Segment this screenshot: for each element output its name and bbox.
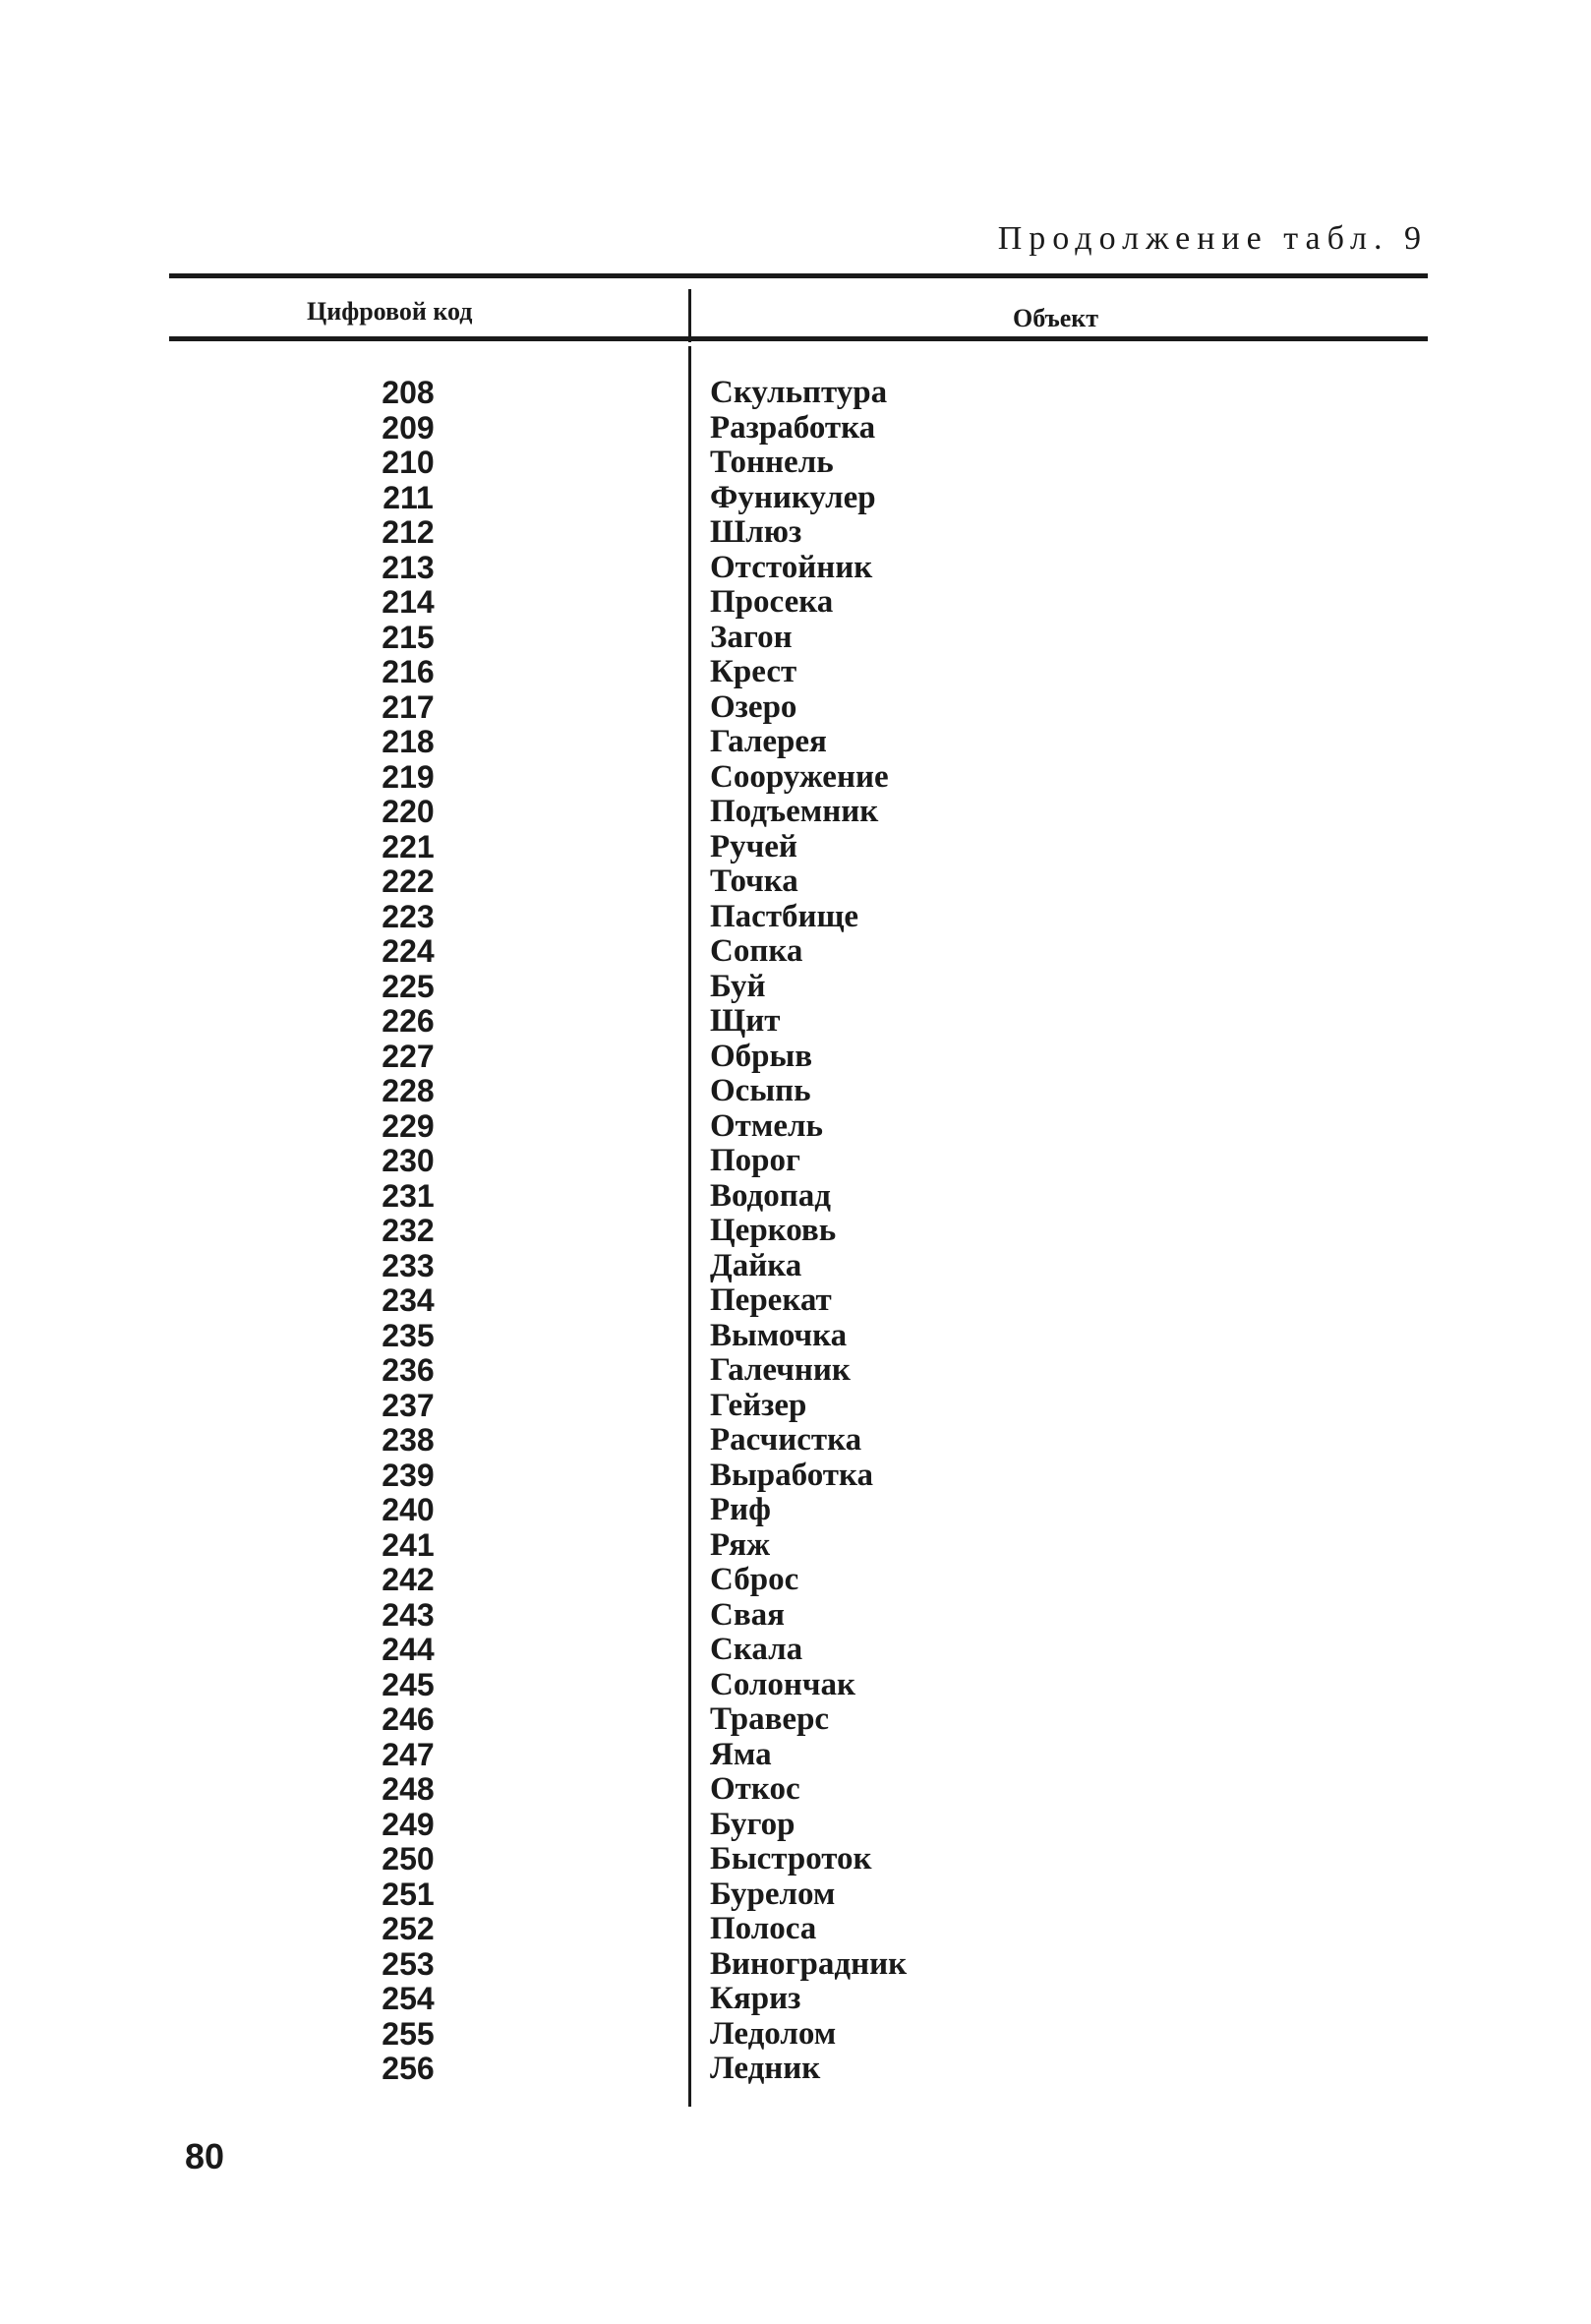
row-code: 217 xyxy=(382,688,435,725)
table-row xyxy=(0,1702,1591,1738)
row-code: 243 xyxy=(382,1596,435,1633)
table-row xyxy=(0,1423,1591,1459)
row-code: 219 xyxy=(382,758,435,795)
row-object: Скала xyxy=(710,1632,803,1667)
row-code: 250 xyxy=(382,1841,435,1877)
table-row xyxy=(0,1144,1591,1179)
row-object: Озеро xyxy=(710,688,797,725)
row-code: 208 xyxy=(382,375,435,410)
column-header-code: Цифровой код xyxy=(307,297,473,326)
row-code: 216 xyxy=(382,654,435,689)
row-object: Ряж xyxy=(710,1526,771,1563)
table-row xyxy=(0,1493,1591,1528)
table-row xyxy=(0,585,1591,621)
row-object: Фуникулер xyxy=(710,479,876,515)
table-row xyxy=(0,900,1591,935)
table-row xyxy=(0,655,1591,690)
row-code: 246 xyxy=(382,1701,435,1737)
table-row xyxy=(0,1563,1591,1598)
row-code: 232 xyxy=(382,1213,435,1248)
row-object: Свая xyxy=(710,1596,786,1633)
row-object: Дайка xyxy=(710,1247,802,1283)
row-object: Буй xyxy=(710,968,766,1004)
row-code: 235 xyxy=(382,1317,435,1353)
row-object: Подъемник xyxy=(710,794,879,829)
row-object: Порог xyxy=(710,1143,801,1178)
table-row xyxy=(0,970,1591,1005)
row-code: 252 xyxy=(382,1911,435,1946)
row-object: Водопад xyxy=(710,1177,831,1214)
row-object: Бурелом xyxy=(710,1876,836,1912)
row-code: 227 xyxy=(382,1038,435,1074)
row-object: Отстойник xyxy=(710,549,873,585)
row-code: 237 xyxy=(382,1387,435,1423)
table-row xyxy=(0,1004,1591,1040)
row-code: 230 xyxy=(382,1143,435,1178)
row-code: 234 xyxy=(382,1282,435,1318)
row-object: Расчистка xyxy=(710,1422,862,1458)
row-code: 221 xyxy=(382,828,435,864)
table-row xyxy=(0,1214,1591,1249)
table-row xyxy=(0,1912,1591,1947)
row-object: Отмель xyxy=(710,1107,823,1144)
table-row xyxy=(0,1283,1591,1319)
row-object: Гейзер xyxy=(710,1387,807,1423)
row-code: 249 xyxy=(382,1806,435,1842)
row-code: 215 xyxy=(382,619,435,655)
table-row xyxy=(0,725,1591,760)
row-object: Сопка xyxy=(710,933,803,969)
table-row xyxy=(0,1459,1591,1494)
row-code: 239 xyxy=(382,1457,435,1493)
table-row xyxy=(0,1982,1591,2017)
row-object: Просека xyxy=(710,584,834,620)
table-caption: Продолжение табл. 9 xyxy=(997,220,1428,257)
table-row xyxy=(0,1074,1591,1109)
row-code: 238 xyxy=(382,1422,435,1458)
row-code: 212 xyxy=(382,514,435,550)
row-object: Кяриз xyxy=(710,1981,801,2016)
table-row xyxy=(0,481,1591,516)
row-code: 248 xyxy=(382,1771,435,1807)
table-row xyxy=(0,446,1591,481)
table-row xyxy=(0,690,1591,726)
table-row xyxy=(0,1040,1591,1075)
row-object: Пастбище xyxy=(710,898,859,934)
row-object: Щит xyxy=(710,1003,781,1039)
table-row xyxy=(0,515,1591,551)
row-object: Сооружение xyxy=(710,758,889,795)
row-code: 209 xyxy=(382,409,435,446)
row-code: 231 xyxy=(382,1177,435,1214)
row-object: Галерея xyxy=(710,724,827,759)
table-row xyxy=(0,1319,1591,1354)
row-code: 247 xyxy=(382,1736,435,1772)
table-row xyxy=(0,1389,1591,1424)
row-code: 211 xyxy=(383,479,434,515)
row-code: 244 xyxy=(382,1632,435,1667)
row-object: Полоса xyxy=(710,1911,817,1946)
table-row xyxy=(0,1633,1591,1668)
row-code: 256 xyxy=(382,2051,435,2086)
table-row xyxy=(0,1179,1591,1215)
row-object: Ледник xyxy=(710,2051,821,2086)
row-object: Ручей xyxy=(710,828,797,864)
row-code: 223 xyxy=(382,898,435,934)
row-code: 242 xyxy=(382,1562,435,1597)
row-object: Крест xyxy=(710,654,797,689)
row-object: Траверс xyxy=(710,1701,830,1737)
table-row xyxy=(0,864,1591,900)
row-code: 226 xyxy=(382,1003,435,1039)
row-object: Сброс xyxy=(710,1562,799,1597)
row-object: Церковь xyxy=(710,1213,837,1248)
row-object: Яма xyxy=(710,1736,772,1772)
row-code: 210 xyxy=(382,445,435,480)
row-code: 236 xyxy=(382,1352,435,1388)
row-object: Риф xyxy=(710,1492,772,1527)
table-row xyxy=(0,551,1591,586)
row-code: 214 xyxy=(382,584,435,620)
row-object: Обрыв xyxy=(710,1038,813,1074)
table-row xyxy=(0,760,1591,796)
row-code: 220 xyxy=(382,794,435,829)
column-header-object: Объект xyxy=(1013,304,1099,332)
row-code: 245 xyxy=(382,1666,435,1702)
row-code: 228 xyxy=(382,1073,435,1108)
row-code: 225 xyxy=(382,968,435,1004)
table-row xyxy=(0,621,1591,656)
row-code: 240 xyxy=(382,1492,435,1527)
table-row xyxy=(0,1772,1591,1808)
page-number: 80 xyxy=(185,2136,225,2176)
table-row xyxy=(0,411,1591,447)
table-row xyxy=(0,1738,1591,1773)
row-object: Шлюз xyxy=(710,514,802,550)
row-object: Тоннель xyxy=(710,445,834,480)
row-object: Галечник xyxy=(710,1352,851,1388)
row-object: Ледолом xyxy=(710,2015,837,2052)
row-code: 218 xyxy=(382,724,435,759)
table-row xyxy=(0,934,1591,970)
row-object: Перекат xyxy=(710,1282,832,1318)
table-top-rule xyxy=(169,273,1428,278)
row-code: 255 xyxy=(382,2015,435,2052)
table-row xyxy=(0,1109,1591,1145)
row-object: Бугор xyxy=(710,1806,796,1842)
row-object: Скульптура xyxy=(710,375,888,410)
row-object: Осыпь xyxy=(710,1073,811,1108)
table-row xyxy=(0,2017,1591,2053)
table-row xyxy=(0,2052,1591,2087)
row-object: Быстроток xyxy=(710,1841,872,1877)
table-row xyxy=(0,1947,1591,1983)
row-object: Виноградник xyxy=(710,1945,908,1982)
row-code: 253 xyxy=(382,1945,435,1982)
table-row xyxy=(0,1353,1591,1389)
row-object: Вымочка xyxy=(710,1317,848,1353)
row-code: 229 xyxy=(382,1107,435,1144)
table-body xyxy=(0,376,1591,2087)
table-row xyxy=(0,376,1591,411)
table-row xyxy=(0,1668,1591,1703)
row-object: Выработка xyxy=(710,1457,873,1493)
row-code: 224 xyxy=(382,933,435,969)
row-object: Откос xyxy=(710,1771,800,1807)
row-object: Солончак xyxy=(710,1666,856,1702)
table-row xyxy=(0,830,1591,865)
row-code: 254 xyxy=(382,1981,435,2016)
table-row xyxy=(0,1808,1591,1843)
row-object: Точка xyxy=(710,864,798,899)
row-code: 251 xyxy=(382,1876,435,1912)
table-row xyxy=(0,1598,1591,1634)
table-header-rule xyxy=(169,336,1428,341)
table-row xyxy=(0,1528,1591,1564)
row-object: Разработка xyxy=(710,409,876,446)
header-column-divider xyxy=(688,289,691,342)
row-object: Загон xyxy=(710,619,793,655)
row-code: 241 xyxy=(382,1526,435,1563)
row-code: 213 xyxy=(382,549,435,585)
table-row xyxy=(0,1249,1591,1284)
row-code: 222 xyxy=(382,864,435,899)
row-code: 233 xyxy=(382,1247,435,1283)
table-row xyxy=(0,1842,1591,1877)
table-row xyxy=(0,795,1591,830)
table-row xyxy=(0,1877,1591,1913)
